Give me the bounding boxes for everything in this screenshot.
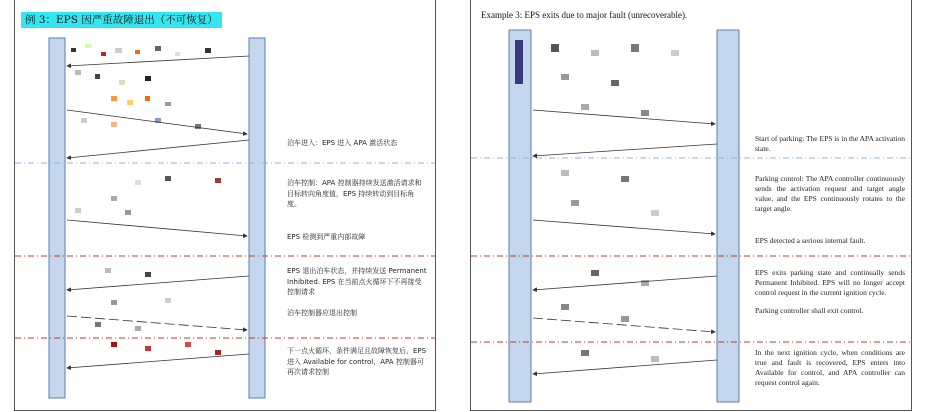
- step-note: EPS exits parking state and continually sends Permanent Inhibited. EPS will no longer accept control request in the current ignition cycle.: [755, 268, 905, 297]
- message-arrow: [67, 56, 249, 66]
- step-note: Start of parking: The EPS is in the APA activation state.: [755, 134, 905, 153]
- message-arrow: [67, 354, 249, 368]
- message-arrow: [67, 316, 247, 330]
- page-title: Example 3: EPS exits due to major fault (unrecoverable).: [481, 10, 688, 20]
- message-arrow: [533, 220, 715, 234]
- step-note: 泊车进入：EPS 进入 APA 激活状态: [287, 139, 398, 147]
- step-note: 泊车控制：APA 控制器持续发送激活请求和目标转向角度值，EPS 持续转动到目标角度。: [287, 179, 422, 208]
- eps-lifeline: [49, 38, 65, 398]
- step-note: Parking controller shall exit control.: [755, 306, 864, 315]
- apa-controller-lifeline: [717, 30, 739, 402]
- step-note: EPS detected a serious internal fault.: [755, 236, 866, 245]
- lifeline-highlight: [515, 40, 523, 84]
- message-arrow: [67, 110, 247, 134]
- obscured-message-text: [71, 44, 221, 355]
- message-arrow: [533, 276, 717, 290]
- chinese-page: [14, 0, 436, 411]
- message-arrow: [67, 276, 249, 290]
- step-note: In the next ignition cycle, when conditions are true and fault is recovered, EPS enters into Available for control, and APA controller can request control again.: [755, 348, 905, 387]
- apa-controller-lifeline: [249, 38, 265, 398]
- page-title: 例 3：EPS 因严重故障退出（不可恢复）: [21, 12, 222, 28]
- step-note: 泊车控制器应退出控制: [287, 309, 357, 317]
- message-arrow: [533, 360, 717, 374]
- message-arrow: [67, 220, 247, 236]
- eps-lifeline: [509, 30, 531, 402]
- step-note: Parking control: The APA controller continuously sends the activation request and target angle value, and the EPS continuously rotates to the target angle.: [755, 174, 905, 213]
- english-page: [470, 0, 912, 411]
- message-arrow: [67, 140, 249, 158]
- message-arrow: [533, 110, 715, 124]
- message-arrow: [533, 144, 717, 156]
- obscured-message-text: [551, 44, 679, 362]
- step-note: EPS 检测到严重内部故障: [287, 233, 366, 241]
- step-note: 下一点火循环，条件满足且故障恢复后，EPS 进入 Available for control，APA 控制器可再次请求控制: [287, 347, 427, 376]
- step-note: EPS 退出泊车状态，并持续发送 Permanent Inhibited. EPS 在当前点火循环下不再接受控制请求: [287, 267, 427, 296]
